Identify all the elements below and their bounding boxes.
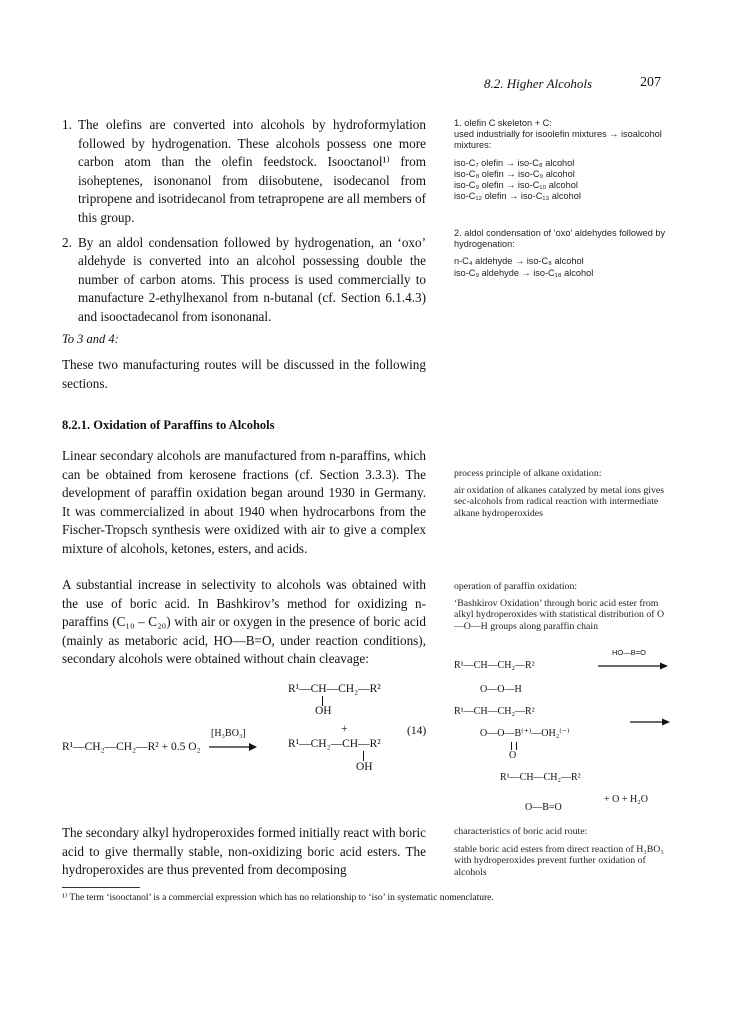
sidebar-reaction-scheme: [454, 648, 684, 813]
page-number: 207: [640, 75, 661, 90]
scheme-hydroperoxy-group: O—O—H: [480, 684, 522, 695]
reaction-arrow: [598, 661, 668, 671]
list-item-number: 2.: [62, 234, 72, 250]
running-header-section: 8.2. Higher Alcohols: [484, 76, 593, 91]
footnote-rule: [62, 887, 140, 888]
product-top-oh: OH: [315, 705, 332, 717]
sidebar-text: air oxidation of alkanes catalyzed by metal ions gives sec-alcohols from radical reaction with intermediate alkane hydroperoxides: [454, 484, 665, 519]
sidebar-block-principle: [454, 468, 666, 519]
equation-14: [62, 680, 442, 810]
scheme-metaborate-group: O—B=O: [525, 802, 562, 813]
reaction-arrow: [630, 717, 670, 727]
list-item: [62, 234, 426, 327]
sidebar-text: ‘Bashkirov Oxidation’ through boric acid ester from alkyl hydroperoxides with statistical distribution of O—O—H groups along paraffin chain: [454, 597, 665, 632]
paragraph-hydroperoxides: The secondary alkyl hydroperoxides formed initially react with boric acid to give thermally stable, non-oxidizing boric acid esters. The hydroperoxides are thus prevented from decomposing: [62, 825, 427, 878]
list-item-number: 1.: [62, 117, 72, 132]
product-secondary-alcohol-bottom: R¹—CH₂—CH—R²: [288, 738, 381, 750]
sidebar-line: n-C₄ aldehyde → iso-C₈ alcohol: [454, 256, 584, 267]
subheading-to-3-and-4: To 3 and 4:: [62, 332, 119, 346]
sidebar-block-olefin: [454, 118, 666, 202]
scheme-oxygen: O: [509, 750, 517, 761]
sidebar-block-characteristics: [454, 826, 666, 878]
double-bond: [511, 742, 517, 750]
sidebar-line: iso-C₉ aldehyde → iso-C₁₈ alcohol: [454, 267, 594, 278]
sidebar-block-aldol: [454, 228, 666, 279]
sidebar-line: iso-C₈ olefin → iso-C₉ alcohol: [454, 168, 575, 179]
scheme-ester-chain: R¹—CH—CH₂—R²: [454, 706, 535, 717]
scheme-borate-ester: R¹—CH—CH₂—R²: [500, 772, 581, 783]
paragraph-boric-acid: A substantial increase in selectivity to alcohols was obtained with the use of boric acid. In Bashkirov’s method for oxidizing n-paraffins (C₁₀ – C₂₀) with air or oxygen in the presence of boric acid (mainly as metaboric acid, HO—B=O, under reaction conditions), secondary alcohols were obtained without chain cleavage:: [62, 577, 426, 667]
sidebar-line: iso-C₁₂ olefin → iso-C₁₃ alcohol: [454, 191, 581, 202]
sidebar-title: characteristics of boric acid route:: [454, 826, 588, 837]
section-heading: 8.2.1. Oxidation of Paraffins to Alcohols: [62, 418, 275, 432]
equation-number: (14): [407, 725, 427, 737]
paragraph-routes: These two manufacturing routes will be discussed in the following sections.: [62, 357, 426, 391]
sidebar-title: operation of paraffin oxidation:: [454, 581, 578, 592]
scheme-borate-complex: O—O—B⁽⁺⁾—OH₂⁽⁻⁾: [480, 728, 570, 739]
equation-catalyst: [H₃BO₃]: [211, 728, 246, 739]
equation-reactant: R¹—CH₂—CH₂—R² + 0.5 O₂: [62, 741, 201, 753]
product-bottom-oh: OH: [356, 761, 373, 773]
scheme-byproducts: + O + H₂O: [604, 794, 648, 805]
scheme-reagent: HO—B=O: [612, 648, 646, 657]
sidebar-text: used industrially for isoolefin mixtures → isoalcohol mixtures:: [454, 129, 662, 151]
paragraph-linear-alcohols: Linear secondary alcohols are manufactured from n-paraffins, which can be obtained from kerosene fractions (cf. Section 3.3.3). The development of paraffin oxidation began around 1930 in Germany. It was commercialized in about 1940 when hydrocarbons from the Fischer-Tropsch synthesis were oxidized with air to give a complex mixture of alcohols, ketones, esters, and acids.: [62, 448, 426, 556]
list-item-text: By an aldol condensation followed by hydrogenation, an ‘oxo’ aldehyde is converted into an alcohol possessing double the number of carbon atoms. This process is used commercially to manufacture 2-ethylhexanol from n-butanal (cf. Section 6.1.4.3) and isooctadecanol from isononanal.: [78, 234, 426, 324]
main-list-block: [62, 116, 426, 333]
sidebar-line: iso-C₉ olefin → iso-C₁₀ alcohol: [454, 180, 578, 191]
scheme-alkane: R¹—CH—CH₂—R²: [454, 660, 535, 671]
footnote: ¹⁾ The term ‘isooctanol’ is a commercial expression which has no relationship to ‘iso’ in systematic nomenclature.: [62, 893, 494, 903]
reaction-arrow: [209, 742, 257, 752]
sidebar-title: 2. aldol condensation of ‘oxo’ aldehydes followed by hydrogenation:: [454, 228, 666, 250]
product-secondary-alcohol-top: R¹—CH—CH₂—R²: [288, 683, 381, 695]
list-item-text: The olefins are converted into alcohols by hydroformylation followed by hydrogenation. These alcohols possess one more carbon atom than the olefin feedstock. Isooctanol¹⁾ from isoheptenes, isononanol from diisobutene, isodecanol from tripropene and isotridecanol from tetrapropene are all members of this group.: [78, 117, 426, 225]
sidebar-block-operation: [454, 581, 666, 632]
list-item: [62, 116, 426, 228]
sidebar-line: iso-C₇ olefin → iso-C₈ alcohol: [454, 157, 575, 168]
sidebar-title: 1. olefin C skeleton + C:: [454, 118, 552, 128]
equation-plus: +: [341, 723, 348, 735]
sidebar-text: stable boric acid esters from direct reaction of H₃BO₃ with hydroperoxides prevent further oxidation of alcohols: [454, 843, 664, 878]
sidebar-title: process principle of alkane oxidation:: [454, 468, 602, 479]
